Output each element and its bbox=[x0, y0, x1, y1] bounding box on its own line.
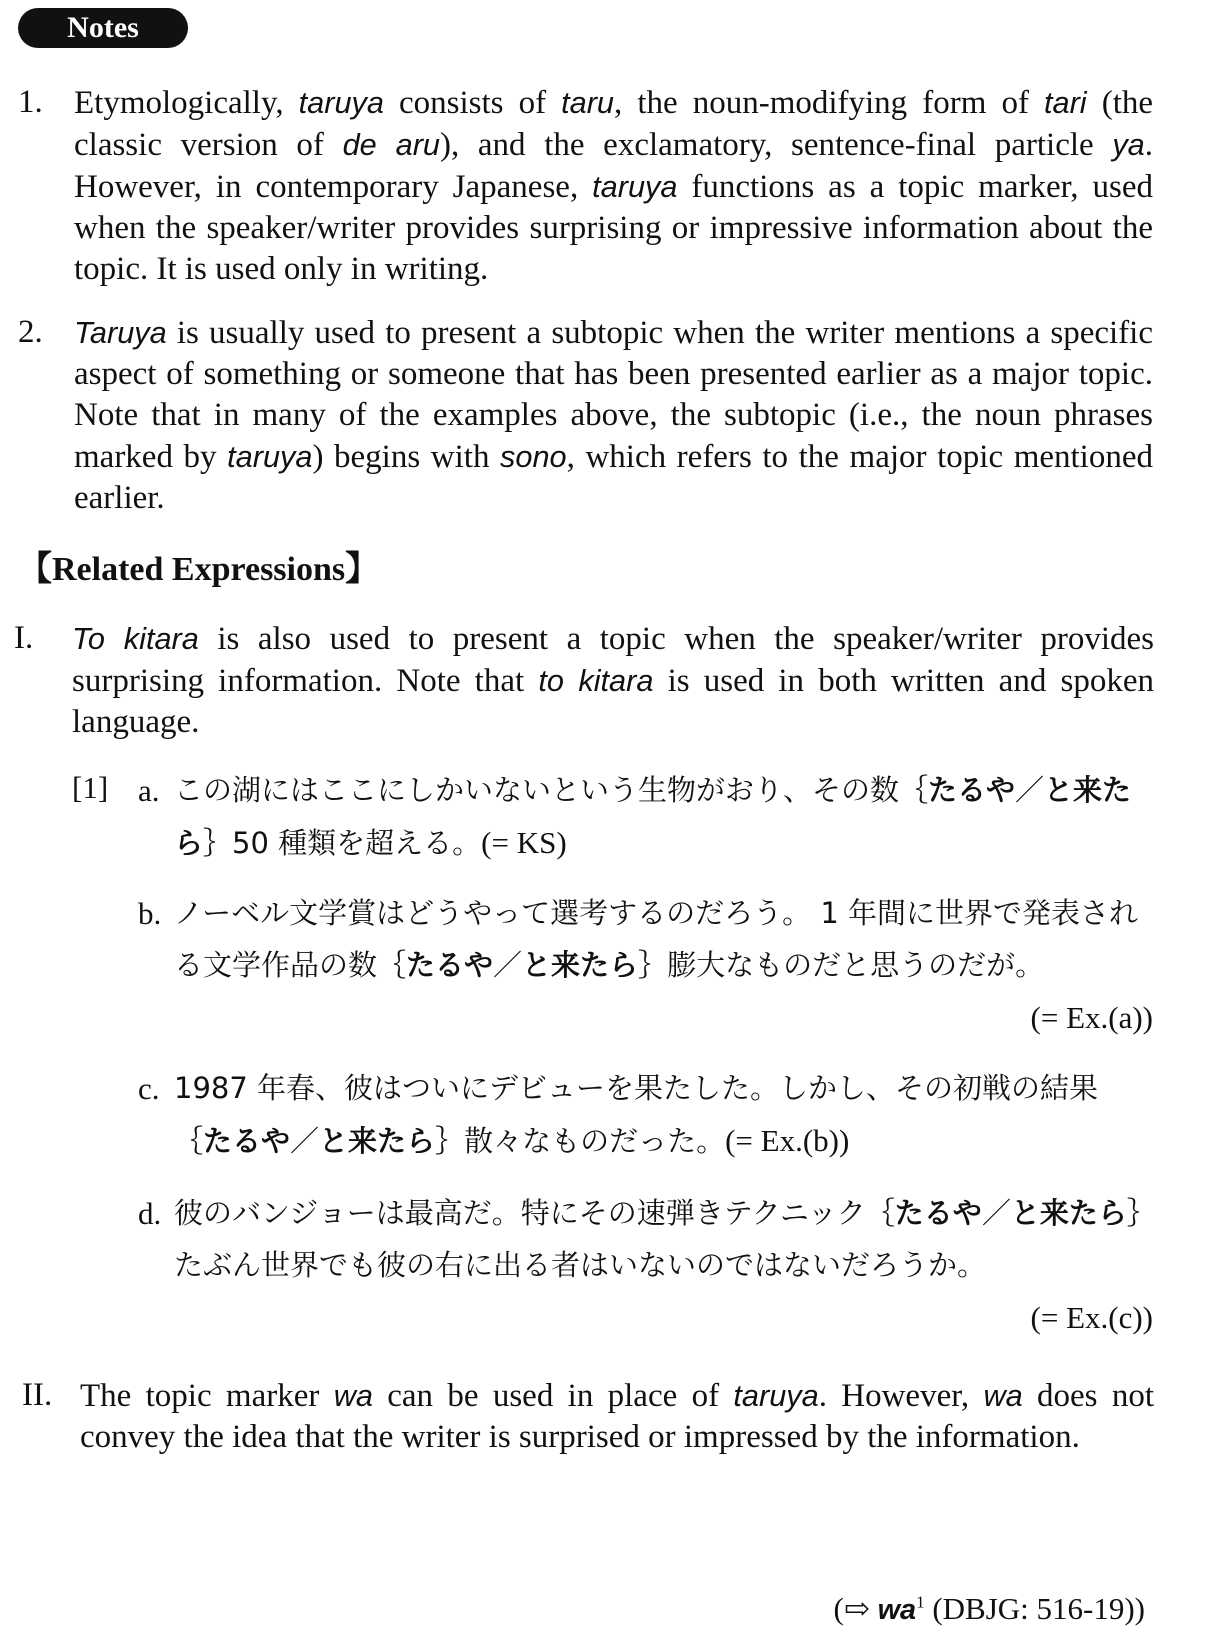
romanized-term: to kitara bbox=[538, 663, 654, 698]
text-segment: ), and the exclamatory, sentence-final particle bbox=[440, 127, 1113, 163]
note-body bbox=[74, 82, 1153, 290]
text-segment: ) begins with bbox=[312, 439, 501, 475]
text-segment: consists of bbox=[383, 85, 562, 121]
arrow-icon: ⇨ bbox=[843, 1591, 870, 1626]
cross-reference bbox=[834, 1591, 1145, 1627]
example-text bbox=[174, 888, 1153, 992]
text-segment: ｝たぶん世界でも彼の右に出る者はいないのではないだろうか。 bbox=[174, 1196, 1142, 1282]
related-item-body bbox=[80, 1375, 1154, 1458]
romanized-term: taruya bbox=[733, 1378, 819, 1413]
text-segment: ｝50 種類を超える。 bbox=[203, 826, 482, 860]
romanized-term: tari bbox=[1044, 85, 1087, 120]
romanized-term: sono bbox=[500, 439, 567, 474]
text-segment: ／ bbox=[981, 1196, 1011, 1230]
highlighted-expression: と来たら bbox=[174, 773, 1132, 860]
example-text bbox=[174, 765, 1153, 870]
romanized-term: wa bbox=[983, 1378, 1023, 1413]
text-segment: ／ bbox=[1015, 773, 1045, 807]
text-segment: ｝散々なものだった。 bbox=[435, 1124, 726, 1158]
example-a bbox=[138, 765, 1153, 870]
text-segment: ノーベル文学賞はどうやって選考するのだろう。 1 年間に世界で発表される文学作品の数｛ bbox=[174, 896, 1139, 982]
text-segment: 1987 年春、彼はついにデビューを果たした。しかし、その初戦の結果｛ bbox=[174, 1071, 1099, 1158]
related-item-number: II. bbox=[22, 1377, 53, 1413]
romanized-term: taruya bbox=[298, 85, 384, 120]
text-segment: この湖にはここにしかいないという生物がおり、その数｛ bbox=[174, 773, 929, 807]
example-b bbox=[138, 888, 1153, 1043]
romanized-term: taruya bbox=[227, 439, 313, 474]
text-segment: 彼のバンジョーは最高だ。特にその速弾きテクニック｛ bbox=[174, 1196, 895, 1230]
text-segment: . However, bbox=[818, 1378, 984, 1414]
note-number: 2. bbox=[18, 314, 43, 350]
text-segment: The topic marker bbox=[80, 1378, 334, 1414]
cross-reference-superscript: 1 bbox=[916, 1592, 925, 1612]
highlighted-expression: たるや bbox=[406, 948, 494, 982]
highlighted-expression: たるや bbox=[928, 773, 1016, 807]
romanized-term: de aru bbox=[342, 127, 440, 162]
example-reference: (= Ex.(c)) bbox=[1030, 1300, 1153, 1335]
example-text bbox=[174, 1188, 1153, 1292]
cross-reference-open: ( bbox=[833, 1591, 844, 1626]
note-number: 1. bbox=[18, 84, 43, 120]
related-item-body bbox=[72, 618, 1154, 743]
example-text bbox=[174, 1063, 1153, 1168]
highlighted-expression: たるや bbox=[894, 1196, 982, 1230]
romanized-term: Taruya bbox=[74, 315, 167, 350]
romanized-term: taru bbox=[561, 85, 615, 120]
example-letter: c. bbox=[138, 1071, 160, 1106]
highlighted-expression: と来たら bbox=[1010, 1196, 1127, 1230]
notes-badge: Notes bbox=[18, 8, 188, 48]
highlighted-expression: と来たら bbox=[522, 948, 639, 982]
related-expressions-heading: 【Related Expressions】 bbox=[18, 551, 380, 588]
text-segment: , which refers to the major topic mentioned earlier. bbox=[74, 439, 1153, 516]
text-segment: (the classic version of bbox=[74, 85, 1154, 163]
text-segment: functions as a topic marker, used when the speaker/writer provides surprising or impressive information about the topic. It is used only in writing. bbox=[74, 169, 1153, 287]
related-item-1 bbox=[14, 618, 1154, 743]
example-c bbox=[138, 1063, 1153, 1168]
related-item-2 bbox=[22, 1375, 1154, 1458]
highlighted-expression: たるや bbox=[203, 1124, 291, 1158]
cross-reference-word: wa bbox=[877, 1594, 917, 1626]
text-segment: is usually used to present a subtopic when the writer mentions a specific aspect of something or someone that has been presented earlier as a major topic. Note that in many of the examples above, the subtopic (i.e., the noun phrases marked by bbox=[74, 315, 1153, 475]
romanized-term: wa bbox=[333, 1378, 373, 1413]
text-segment: ／ bbox=[290, 1124, 320, 1158]
note-1 bbox=[18, 82, 1153, 290]
romanized-term: ya bbox=[1112, 127, 1145, 162]
romanized-term: To kitara bbox=[72, 621, 199, 656]
text-segment: can be used in place of bbox=[372, 1378, 734, 1414]
highlighted-expression: と来たら bbox=[319, 1124, 436, 1158]
text-segment: does not convey the idea that the writer is surprised or impressed by the information. bbox=[80, 1378, 1155, 1455]
romanized-term: taruya bbox=[592, 169, 678, 204]
text-segment: is used in both written and spoken language. bbox=[72, 663, 1154, 740]
related-item-number: I. bbox=[14, 620, 34, 656]
example-letter: a. bbox=[138, 773, 160, 808]
example-letter: d. bbox=[138, 1196, 162, 1231]
citation: (= KS) bbox=[481, 825, 567, 860]
note-2 bbox=[18, 312, 1153, 519]
text-segment: Etymologically, bbox=[74, 85, 299, 121]
example-reference: (= Ex.(a)) bbox=[1030, 1000, 1153, 1035]
citation: (= Ex.(b)) bbox=[725, 1123, 850, 1158]
note-body bbox=[74, 312, 1153, 519]
example-d bbox=[138, 1188, 1153, 1343]
text-segment: ｝膨大なものだと思うのだが。 bbox=[638, 948, 1045, 982]
example-letter: b. bbox=[138, 896, 162, 931]
text-segment: . However, in contemporary Japanese, bbox=[74, 127, 1153, 205]
text-segment: , the noun-modifying form of bbox=[614, 85, 1044, 121]
text-segment: is also used to present a topic when the speaker/writer provides surprising information. Note that bbox=[72, 621, 1154, 699]
example-set-marker: [1] bbox=[72, 770, 109, 805]
text-segment: ／ bbox=[493, 948, 523, 982]
cross-reference-source: (DBJG: 516-19)) bbox=[924, 1591, 1145, 1626]
